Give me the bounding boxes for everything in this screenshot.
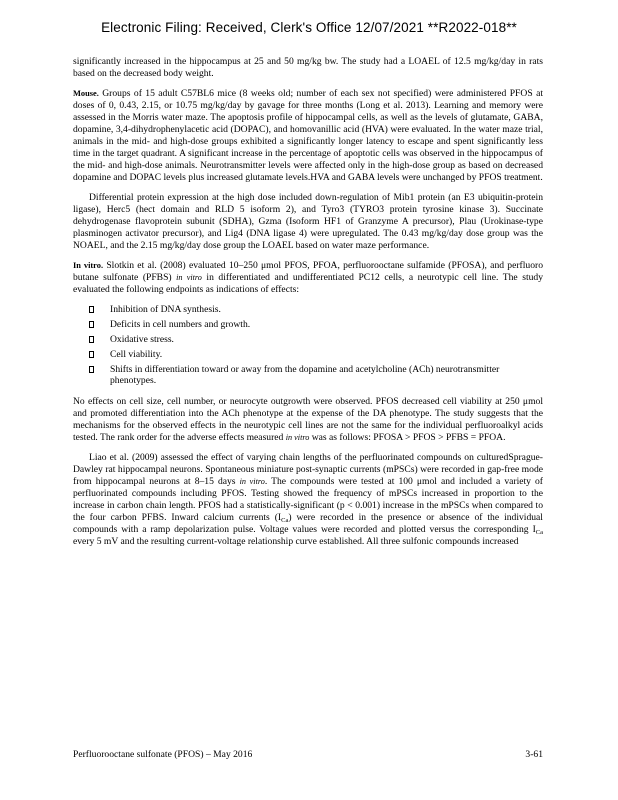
- liao-text-a: Liao et al. (2009) assessed the effect of varying chain lengths of the perfluorinated compounds on culturedSprague-Dawley rat hippocampal neurons. Spontaneous miniature post-synaptic currents (mPSCs) were recorded in gap-free mode from hippocampal neurons at 8–15 days: [73, 452, 543, 488]
- in-vitro-text: Slotkin et al. (2008) evaluated 10–250 μmol PFOS, PFOA, perfluorooctane sulfamide (PFOSA), and perfluoro butane sulfonate (PFBS): [73, 260, 543, 283]
- ca-subscript: Ca: [281, 516, 289, 524]
- list-item: [89, 304, 543, 316]
- effects-list: [73, 304, 543, 387]
- list-item: [89, 334, 543, 346]
- list-item: [89, 364, 543, 388]
- paragraph-liao: [73, 452, 543, 547]
- effect-text: Shifts in differentiation toward or away from the dopamine and acetylcholine (ACh) neurotransmitter phenotypes.: [110, 363, 500, 387]
- document-body: [73, 56, 543, 556]
- ca-subscript-2: Ca: [535, 528, 543, 536]
- bullet-box-icon: [89, 366, 94, 373]
- mouse-heading: Mouse.: [73, 89, 99, 99]
- effect-text: Deficits in cell numbers and growth.: [110, 319, 251, 331]
- mouse-text: Groups of 15 adult C57BL6 mice (8 weeks old; number of each sex not specified) were administered PFOS at doses of 0, 0.43, 2.15, or 10.75 mg/kg/day by gavage for three months (Long et al. 2013). Learning and memory were assessed in the Morris water maze. The apoptosis profile of hippocampal cells, as well as the levels of glutamate, GABA, dopamine, 3,4-dihydrophenylacetic acid (DOPAC), and homovanillic acid (HVA) were evaluated. In the water maze trial, animals in the mid- and high-dose groups exhibited a significantly longer latency to escape and spent significantly less time in the target quadrant. A significant increase in the percentage of apoptotic cells was observed in the hippocampus of the mid- and high-dose animals. Neurotransmitter levels were affected only in the high-dose group as based on decreased dopamine and DOPAC levels plus increased glutamate levels.HVA and GABA levels were unchanged by PFOS treatment.: [73, 88, 543, 183]
- effect-text: Inhibition of DNA synthesis.: [110, 304, 221, 316]
- in-vitro-text-tail: in differentiated and undifferentiated PC12 cells, a neurotypic cell line. The study evaluated the following endpoints as indications of effects:: [73, 272, 543, 295]
- in-vitro-italic: in vitro: [176, 273, 202, 282]
- page-number: 3-61: [525, 749, 543, 760]
- paragraph-no-effects: [73, 396, 543, 444]
- bullet-box-icon: [89, 321, 94, 328]
- bullet-box-icon: [89, 351, 94, 358]
- no-effects-tail: was as follows: PFOSA > PFOS > PFBS = PFOA.: [309, 432, 506, 444]
- no-effects-italic: in vitro: [285, 433, 310, 443]
- footer-document-title: Perfluorooctane sulfonate (PFOS) – May 2016: [73, 749, 253, 760]
- liao-text-c: ) were recorded in the presence or absence of the individual compounds with a ramp depolarization pulse. Voltage values were recorded and plotted versus the corresponding I: [73, 511, 543, 535]
- list-item: [89, 349, 543, 361]
- no-effects-text: No effects on cell size, cell number, or neurocyte outgrowth were observed. PFOS decreased cell viability at 250 μmol and promoted differentiation into the ACh phenotype at the expense of the DA phenotype. The study suggests that the mechanisms for the observed effects in the neurotypic cell lines are not the same for the individual perfluoroalkyl acids tested. The rank order for the adverse effects measured: [73, 396, 543, 444]
- paragraph-protein-expression: Differential protein expression at the high dose included down-regulation of Mib1 protein (an E3 ubiquitin-protein ligase), Herc5 (hect domain and RLD 5 isoform 2), and Tyro3 (TYRO3 protein tyrosine kinase 3). Succinate dehydrogenase flavoprotein subunit (SDHA), Gzma (Isoform HF1 of Granzyme A precursor), Plau (Urokinase-type plasminogen activator precursor), and Lig4 (DNA ligase 4) were upregulated. The 0.43 mg/kg/day dose group was the NOAEL, and the 2.15 mg/kg/day dose group the LOAEL based on water maze performance.: [73, 192, 543, 251]
- bullet-box-icon: [89, 336, 94, 343]
- liao-italic: in vitro: [239, 477, 265, 487]
- effect-text: Oxidative stress.: [110, 333, 174, 345]
- in-vitro-heading: In vitro.: [73, 261, 104, 271]
- list-item: [89, 319, 543, 331]
- effect-text: Cell viability.: [110, 348, 163, 360]
- liao-text-b: . The compounds were tested at 100 μmol and included a variety of perfluorinated compounds including PFOS. Testing showed the frequency of mPSCs increased in proportion to the increase in carbon chain length. PFOS had a statistically-significant (p < 0.001) increase in the mPSCs when compared to the four carbon PFBS. Inward calcium currents (I: [73, 476, 543, 523]
- page-footer: [73, 749, 543, 760]
- paragraph-rat-continuation: significantly increased in the hippocampus at 25 and 50 mg/kg bw. The study had a LOAEL of 12.5 mg/kg/day in rats based on the decreased body weight.: [73, 56, 543, 79]
- paragraph-in-vitro: [73, 260, 543, 296]
- filing-stamp: Electronic Filing: Received, Clerk's Office 12/07/2021 **R2022-018**: [101, 20, 517, 35]
- paragraph-mouse: [73, 88, 543, 183]
- bullet-box-icon: [89, 306, 94, 313]
- liao-text-d: every 5 mV and the resulting current-voltage relationship curve established. All three sulfonic compounds increased: [73, 535, 519, 547]
